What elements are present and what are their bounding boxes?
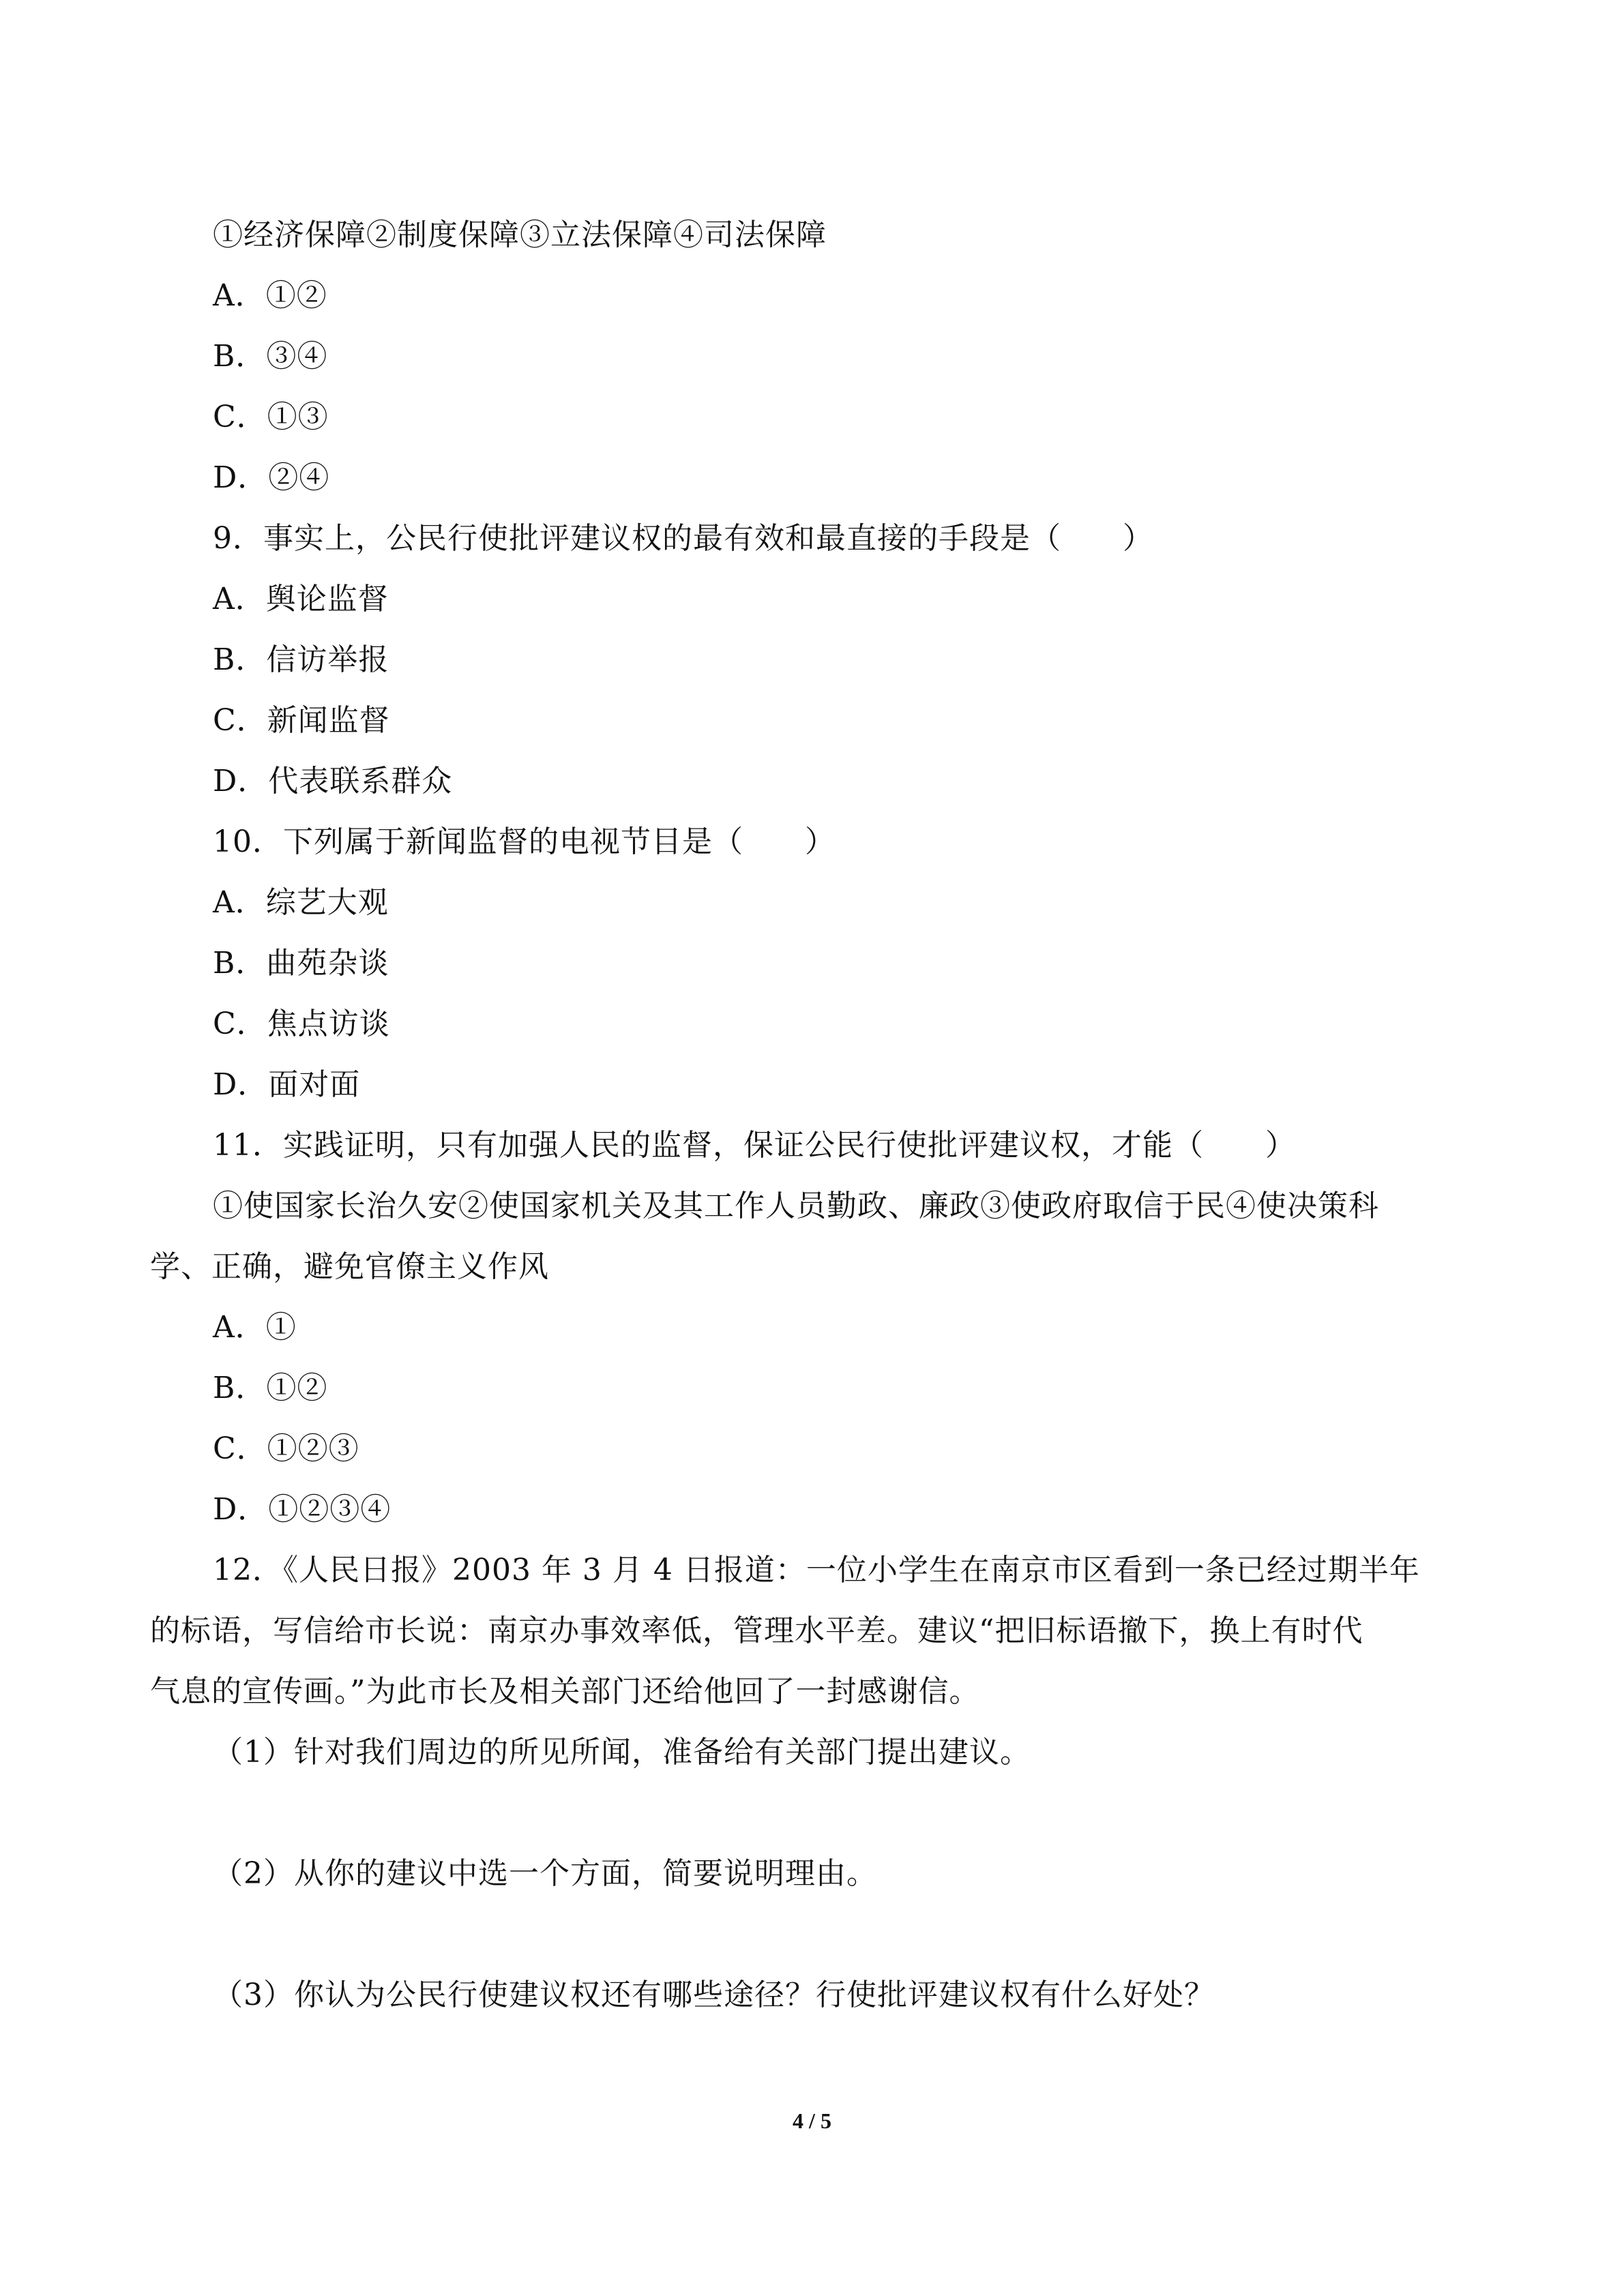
q12-sub-question-1: （1）针对我们周边的所见所闻，准备给有关部门提出建议。: [213, 1735, 1031, 1770]
q12-stem-line3: 气息的宣传画。”为此市长及相关部门还给他回了一封感谢信。: [150, 1674, 980, 1709]
q10-option-b: B．曲苑杂谈: [213, 946, 389, 981]
q11-option-b: B．①②: [213, 1371, 328, 1405]
q9-option-a: A．舆论监督: [213, 582, 389, 616]
q9-option-c: C．新闻监督: [213, 703, 390, 738]
q11-stem: 11．实践证明，只有加强人民的监督，保证公民行使批评建议权，才能（ ）: [213, 1128, 1296, 1163]
q11-choices-line2: 学、正确，避免官僚主义作风: [150, 1249, 549, 1284]
q12-sub-question-3: （3）你认为公民行使建议权还有哪些途径？行使批评建议权有什么好处？: [213, 1978, 1215, 2012]
q11-choices-line1: ①使国家长治久安②使国家机关及其工作人员勤政、廉政③使政府取信于民④使决策科: [213, 1189, 1379, 1223]
q11-option-c: C．①②③: [213, 1431, 359, 1466]
q8-choices: ①经济保障②制度保障③立法保障④司法保障: [213, 218, 827, 252]
q10-option-a: A．综艺大观: [213, 885, 389, 920]
q9-stem: 9．事实上，公民行使批评建议权的最有效和最直接的手段是（ ）: [213, 521, 1153, 556]
q11-option-d: D．①②③④: [213, 1492, 392, 1527]
q8-option-c: C．①③: [213, 400, 329, 434]
q11-option-a: A．①: [213, 1310, 297, 1345]
q8-option-d: D．②④: [213, 460, 330, 495]
q12-stem-line1: 12．《人民日报》2003 年 3 月 4 日报道：一位小学生在南京市区看到一条已经过期半年: [213, 1553, 1420, 1587]
q9-option-d: D．代表联系群众: [213, 764, 453, 799]
q8-option-a: A．①②: [213, 278, 327, 313]
page-number: 4 / 5: [793, 2108, 831, 2133]
q10-stem: 10．下列属于新闻监督的电视节目是（ ）: [213, 824, 836, 859]
q12-sub-question-2: （2）从你的建议中选一个方面，简要说明理由。: [213, 1856, 877, 1891]
q10-option-c: C．焦点访谈: [213, 1007, 390, 1041]
q10-option-d: D．面对面: [213, 1067, 361, 1102]
q9-option-b: B．信访举报: [213, 642, 389, 677]
q12-stem-line2: 的标语，写信给市长说：南京办事效率低，管理水平差。建议“把旧标语撤下，换上有时代: [150, 1613, 1363, 1648]
q8-option-b: B．③④: [213, 339, 328, 374]
